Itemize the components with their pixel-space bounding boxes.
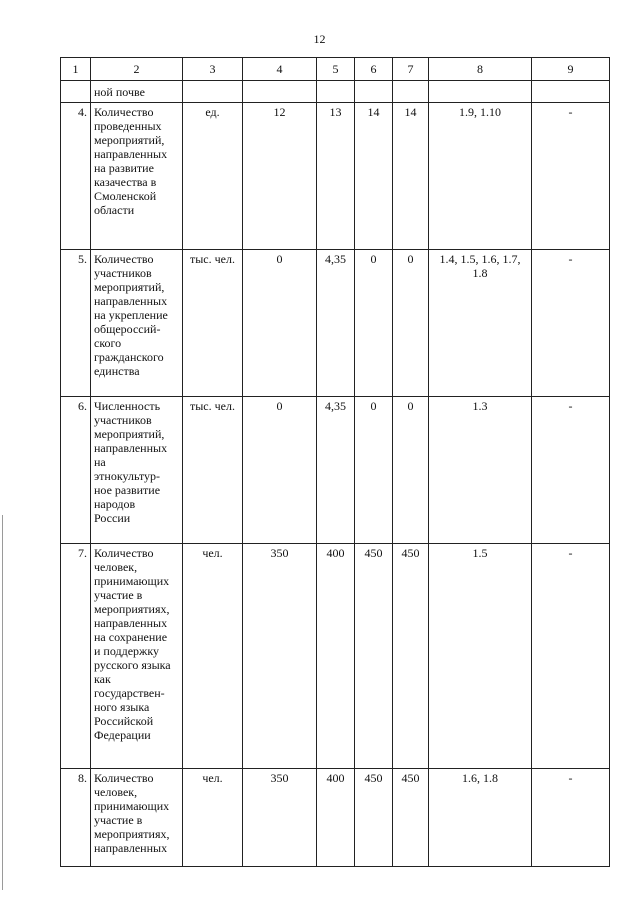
indicator-name-line: мероприятий,: [94, 133, 165, 147]
indicator-name-line: на развитие: [94, 161, 154, 175]
value-col4: 0: [243, 250, 317, 397]
value-col7: 450: [393, 544, 429, 769]
indicator-name-line: Количество: [94, 771, 154, 785]
value-col5: 4,35: [317, 397, 355, 544]
row-number: 8.: [61, 769, 91, 867]
indicator-name-line: направленных: [94, 147, 168, 161]
indicator-name-line: направленных: [94, 616, 168, 630]
unit-cell: ед.: [183, 103, 243, 250]
page-number: 12: [313, 32, 326, 46]
header-cell: 7: [393, 58, 429, 81]
indicator-name-line: Количество: [94, 105, 154, 119]
header-cell: 1: [61, 58, 91, 81]
note-cell: -: [532, 769, 610, 867]
value-col4: 350: [243, 544, 317, 769]
value-col6: 450: [355, 544, 393, 769]
row-number: 4.: [61, 103, 91, 250]
indicator-name-line: Количество: [94, 546, 154, 560]
indicator-name-line: ного языка: [94, 700, 150, 714]
indicator-name-line: участников: [94, 413, 152, 427]
header-cell: 2: [91, 58, 183, 81]
indicator-name-line: народов: [94, 497, 136, 511]
note-cell: -: [532, 250, 610, 397]
indicator-name-line: гражданского: [94, 350, 164, 364]
indicator-name-line: Российской: [94, 714, 154, 728]
indicator-name-line: Смоленской: [94, 189, 157, 203]
indicator-name: [91, 397, 183, 544]
indicator-name-line: ное развитие: [94, 483, 161, 497]
indicator-name-line: ского: [94, 336, 122, 350]
indicator-name-line: мероприятиях,: [94, 827, 170, 841]
indicator-name-line: и поддержку: [94, 644, 159, 658]
value-col5: 13: [317, 103, 355, 250]
reference-cell: 1.9, 1.10: [429, 103, 532, 250]
reference-cell: 1.5: [429, 544, 532, 769]
indicator-name-line: области: [94, 203, 135, 217]
header-row: [61, 58, 610, 81]
indicator-name-line: на сохранение: [94, 630, 168, 644]
continuation-row: [61, 81, 610, 103]
indicators-table: [60, 57, 610, 867]
value-col4: 0: [243, 397, 317, 544]
value-col6: 450: [355, 769, 393, 867]
indicator-name-line: участие в: [94, 588, 143, 602]
unit-cell: тыс. чел.: [183, 397, 243, 544]
indicator-name-line: принимающих: [94, 574, 170, 588]
indicator-name: [91, 769, 183, 867]
indicator-name-line: как: [94, 672, 111, 686]
indicator-name-line: принимающих: [94, 799, 170, 813]
note-cell: -: [532, 103, 610, 250]
indicator-name-line: государствен-: [94, 686, 165, 700]
reference-cell: 1.4, 1.5, 1.6, 1.7, 1.8: [429, 250, 532, 397]
header-cell: 6: [355, 58, 393, 81]
indicator-name-line: единства: [94, 364, 140, 378]
value-col5: 4,35: [317, 250, 355, 397]
indicator-name-line: человек,: [94, 785, 138, 799]
indicator-name-line: русского языка: [94, 658, 171, 672]
indicator-name: [91, 544, 183, 769]
indicator-name: [91, 250, 183, 397]
table-row: [61, 250, 610, 397]
value-col7: 0: [393, 397, 429, 544]
row-number: 6.: [61, 397, 91, 544]
value-col5: 400: [317, 769, 355, 867]
indicator-name-line: направленных: [94, 294, 168, 308]
indicator-name-line: на: [94, 455, 106, 469]
value-col7: 0: [393, 250, 429, 397]
table-row: [61, 769, 610, 867]
indicator-name-line: мероприятий,: [94, 427, 165, 441]
value-col5: 400: [317, 544, 355, 769]
value-col7: 14: [393, 103, 429, 250]
indicator-name-line: общероссий-: [94, 322, 161, 336]
indicator-name: [91, 103, 183, 250]
note-cell: -: [532, 544, 610, 769]
indicator-name-line: Количество: [94, 252, 154, 266]
indicator-name-line: этнокультур-: [94, 469, 161, 483]
unit-cell: чел.: [183, 769, 243, 867]
header-cell: 8: [429, 58, 532, 81]
value-col6: 14: [355, 103, 393, 250]
note-cell: -: [532, 397, 610, 544]
table-row: [61, 103, 610, 250]
unit-cell: тыс. чел.: [183, 250, 243, 397]
header-cell: 9: [532, 58, 610, 81]
value-col6: 0: [355, 397, 393, 544]
reference-cell: 1.6, 1.8: [429, 769, 532, 867]
indicator-name-line: Численность: [94, 399, 161, 413]
unit-cell: чел.: [183, 544, 243, 769]
continuation-text: ной почве: [91, 81, 183, 103]
indicator-name-line: мероприятиях,: [94, 602, 170, 616]
indicator-name-line: участие в: [94, 813, 143, 827]
header-cell: 5: [317, 58, 355, 81]
indicator-name-line: на укрепление: [94, 308, 168, 322]
indicator-name-line: России: [94, 511, 131, 525]
table-row: [61, 397, 610, 544]
header-cell: 3: [183, 58, 243, 81]
indicator-name-line: направленных: [94, 441, 168, 455]
indicator-name-line: мероприятий,: [94, 280, 165, 294]
reference-cell: 1.3: [429, 397, 532, 544]
indicator-name-line: участников: [94, 266, 152, 280]
scan-edge-mark: [2, 515, 3, 890]
value-col4: 350: [243, 769, 317, 867]
indicator-name-line: проведенных: [94, 119, 162, 133]
table-row: [61, 544, 610, 769]
value-col6: 0: [355, 250, 393, 397]
indicator-name-line: направленных: [94, 841, 168, 855]
row-number: 7.: [61, 544, 91, 769]
row-number: 5.: [61, 250, 91, 397]
indicator-name-line: казачества в: [94, 175, 157, 189]
indicator-name-line: Федерации: [94, 728, 151, 742]
value-col4: 12: [243, 103, 317, 250]
value-col7: 450: [393, 769, 429, 867]
header-cell: 4: [243, 58, 317, 81]
indicator-name-line: человек,: [94, 560, 138, 574]
